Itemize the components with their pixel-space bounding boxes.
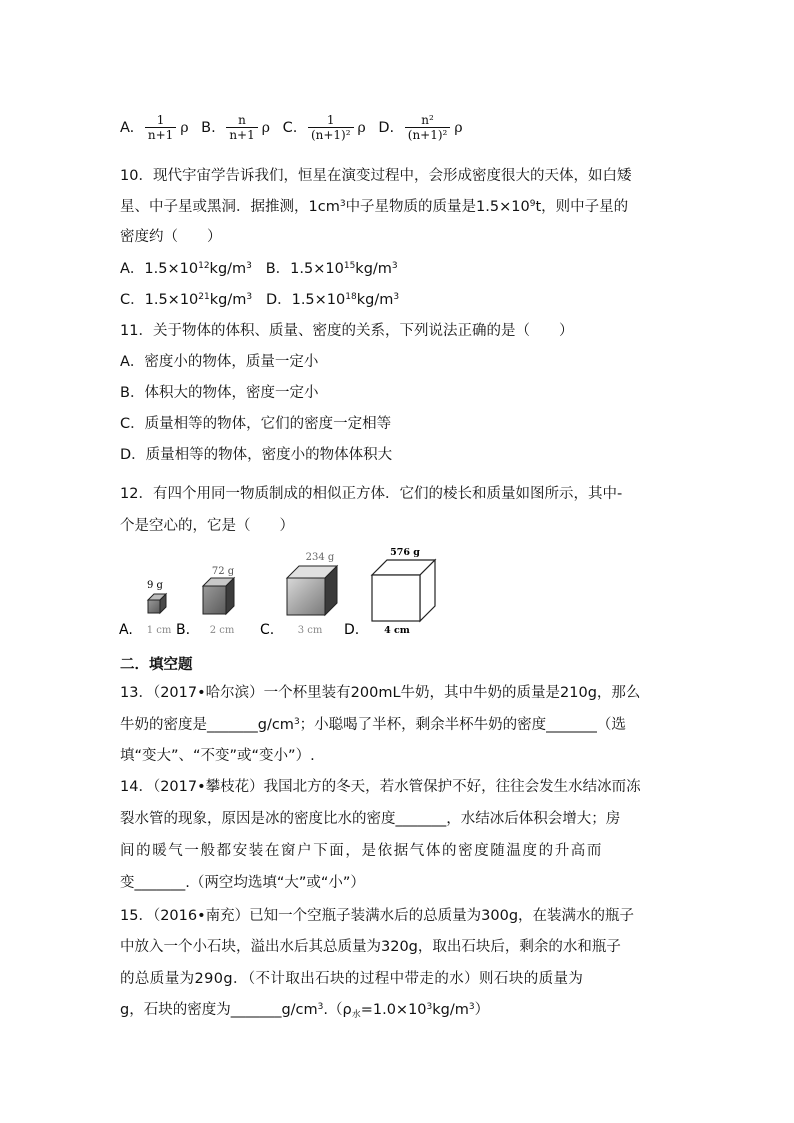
q9-option-c-label: C. [282,120,298,136]
q9-option-d-fraction: $\frac{\text{n²}}{\text{(n+1)²}}$ [405,113,451,143]
q13-line-3: 填“变大”、“不变”或“变小”）. [120,748,315,764]
q11-option-b: B．体积大的物体，密度一定小 [120,385,319,401]
q15-line-1: 15．（2016•南充）已知一个空瓶子装满水后的总质量为300g，在装满水的瓶子 [120,908,635,924]
q14-line-4: 变_______.（两空均选填“大”或“小”） [120,875,365,891]
q9-option-d-label: D. [378,120,395,136]
q10-option-c: C．$1.5\times 10^{21}kg/m^3$ [120,292,253,308]
cube-d [344,547,435,638]
q9-option-a-fraction: $\frac{1}{n+1}$ [145,113,176,143]
q10-line-2: 星、中子星或黑洞．据推测，$1cm^3$中子星物质的质量是$1.5\times 10^9t$，则中子星的 [120,199,629,215]
cube-a [119,580,172,638]
q12-line-1: 12．有四个用同一物质制成的相似正方体．它们的棱长和质量如图所示，其中- [120,486,623,502]
q11-option-c: C．质量相等的物体，它们的密度一定相等 [120,416,392,432]
q13-line-2: 牛奶的密度是$\_\_\_\_\_\_\_g/cm^3$；小聪喝了半杯，剩余半杯牛奶的密度_______（选 [120,717,626,733]
rho-symbol: ρ [454,120,463,136]
q14-line-1: 14．（2017•攀枝花）我国北方的冬天，若水管保护不好，往往会发生水结冰而冻 [120,779,641,795]
q9-options [120,113,471,143]
q10-options-ab [120,259,398,279]
q10-option-a: A．$1.5\times 10^{12}kg/m^3$ [120,261,252,277]
q15-line-4: g，石块的密度为$\_\_\_\_\_\_\_g/cm^3.(\rho_水=1.0\times 10^3kg/m^3)$ [120,1002,490,1020]
cube-d-edge: 4 cm [384,625,410,636]
q11-option-a: A．密度小的物体，质量一定小 [120,354,319,370]
cube-c-mass: 234 g [305,552,335,563]
q13-line-1: 13．（2017•哈尔滨）一个杯里装有200mL牛奶，其中牛奶的质量是210g，那么 [120,685,641,701]
rho-symbol: ρ [357,120,366,136]
cube-a-label: A. [119,622,133,638]
cube-d-label: D. [344,622,360,638]
cube-a-mass: 9 g [147,580,163,591]
cube-b [176,566,235,638]
q12-cube-figure [115,546,535,640]
q15-line-2: 中放入一个小石块，溢出水后其总质量为320g，取出石块后，剩余的水和瓶子 [120,939,621,955]
q9-option-b-fraction: $\frac{n}{n+1}$ [226,113,257,143]
cube-d-mass: 576 g [390,547,420,558]
cube-c-label: C. [260,622,275,638]
q10-options-cd [120,290,399,310]
q15-line-3: 的总质量为290g．（不计取出石块的过程中带走的水）则石块的质量为 [120,971,584,987]
q14-line-2: 裂水管的现象，原因是冰的密度比水的密度_______，水结冰后体积会增大；房 [120,811,621,827]
rho-symbol: ρ [261,120,270,136]
cube-b-label: B. [176,622,191,638]
q12-line-2: 个是空心的，它是（ ） [120,518,294,534]
cube-c [260,552,337,638]
q10-option-b: B．$1.5\times 10^{15}kg/m^3$ [265,261,398,277]
q10-line-3: 密度约（ ） [120,229,222,245]
rho-symbol: ρ [180,120,189,136]
cube-b-mass: 72 g [211,566,235,577]
q9-option-c-fraction: $\frac{1}{\text{(n+1)²}}$ [308,113,354,143]
q10-line-1: 10．现代宇宙学告诉我们，恒星在演变过程中，会形成密度很大的天体，如白矮 [120,168,632,184]
cube-c-edge: 3 cm [297,625,323,636]
cube-b-edge: 2 cm [209,625,235,636]
q11-option-d: D．质量相等的物体，密度小的物体体积大 [120,447,393,463]
q14-line-3: 间的暖气一般都安装在窗户下面，是依据气体的密度随温度的升高而 [120,843,603,859]
q9-option-a-label: A. [120,120,135,136]
cube-a-edge: 1 cm [146,625,172,636]
q11-stem: 11．关于物体的体积、质量、密度的关系，下列说法正确的是（ ） [120,323,574,339]
q10-option-d: D．$1.5\times 10^{18}kg/m^3$ [265,292,400,308]
q9-option-b-label: B. [201,120,216,136]
section-title: 二．填空题 [120,657,193,673]
